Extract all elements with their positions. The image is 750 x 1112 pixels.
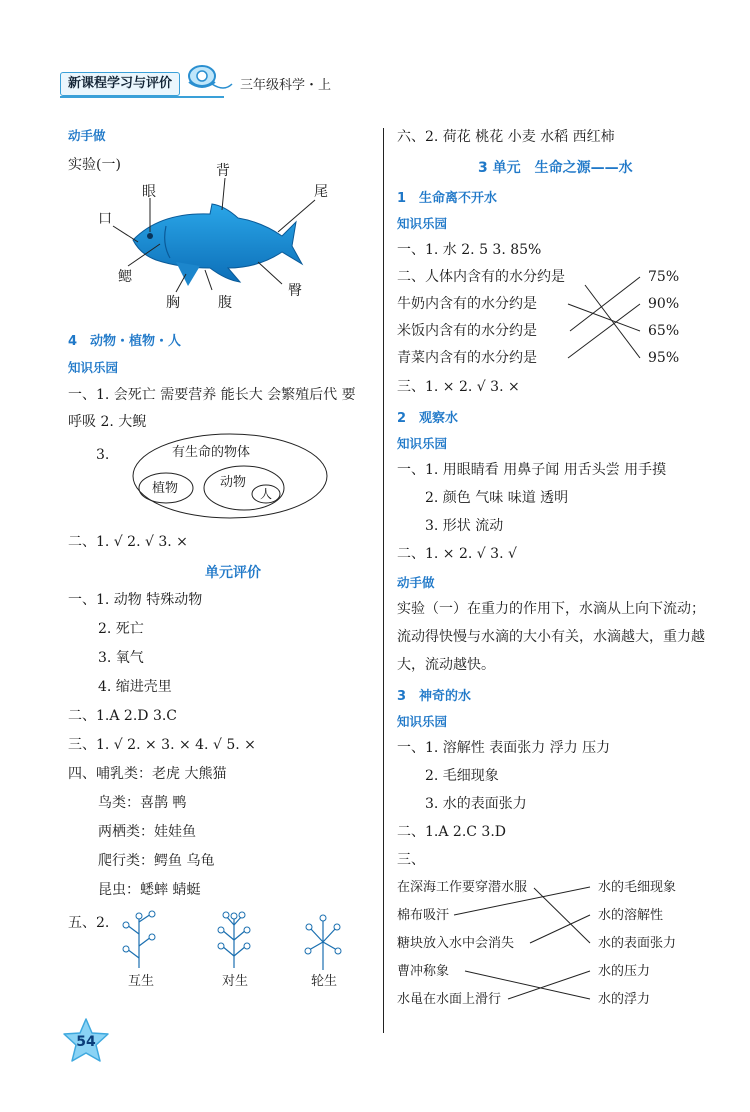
observe-2: 二、1. × 2. √ 3. √ xyxy=(397,546,517,562)
venn-animal-label: 动物 xyxy=(220,475,247,490)
eval-1-2: 2. 死亡 xyxy=(98,621,144,637)
eval-4-2: 鸟类：喜鹊 鸭 xyxy=(98,795,187,811)
water-1-2: 2. 毛细现象 xyxy=(425,768,499,784)
fish-label-chest: 胸 xyxy=(166,295,180,311)
match2-left-3: 糖块放入水中会消失 xyxy=(397,936,515,951)
observe-1-3: 3. 形状 流动 xyxy=(425,518,504,534)
match2-left-2: 棉布吸汗 xyxy=(397,908,450,923)
r-answer-3: 三、1. × 2. √ 3. × xyxy=(397,379,520,395)
fish-label-tail: 尾 xyxy=(314,184,328,200)
book-title: 新课程学习与评价 xyxy=(60,72,180,96)
eval-1-4: 4. 缩进壳里 xyxy=(98,679,172,695)
eval-4-4: 爬行类：鳄鱼 乌龟 xyxy=(98,853,215,869)
match2-right-2: 水的溶解性 xyxy=(598,908,664,923)
venn-plant-label: 植物 xyxy=(152,481,179,496)
water-3: 三、 xyxy=(397,852,425,868)
match1-left-3: 米饭内含有的水分约是 xyxy=(397,323,537,339)
answer-q2: 二、1. √ 2. √ 3. × xyxy=(68,534,188,550)
knowledge-heading: 知识乐园 xyxy=(68,360,119,375)
knowledge-heading-3: 知识乐园 xyxy=(397,714,448,729)
eval-4-1: 四、哺乳类：老虎 大熊猫 xyxy=(68,766,227,782)
fish-label-anal: 臀 xyxy=(288,283,302,299)
book-subtitle: 三年级科学・上 xyxy=(240,78,332,93)
fish-label-mouth: 口 xyxy=(98,211,112,227)
eval-4-5: 昆虫：蟋蟀 蜻蜓 xyxy=(98,882,201,898)
venn-human-label: 人 xyxy=(260,487,273,501)
water-2: 二、1.A 2.C 3.D xyxy=(397,824,507,840)
match1-right-2: 90% xyxy=(648,296,680,312)
answer-q1-3: 3. xyxy=(96,447,110,463)
experiment-label: 实验(一) xyxy=(68,157,121,173)
match2-right-3: 水的表面张力 xyxy=(598,936,677,951)
experiment-line-2: 流动得快慢与水滴的大小有关，水滴越大，重力越 xyxy=(397,629,705,645)
leaf-label-whorled: 轮生 xyxy=(311,974,338,989)
knowledge-heading-2: 知识乐园 xyxy=(397,436,448,451)
leaf-label-alternate: 互生 xyxy=(128,974,155,989)
answer-q1-line1: 一、1. 会死亡 需要营养 能长大 会繁殖后代 要 xyxy=(68,387,356,403)
water-1-3: 3. 水的表面张力 xyxy=(425,796,527,812)
eval-1-1: 一、1. 动物 特殊动物 xyxy=(68,592,203,608)
match1-right-1: 75% xyxy=(648,269,680,285)
answer-q1-line2: 呼吸 2. 大鲵 xyxy=(68,414,147,430)
match2-right-1: 水的毛细现象 xyxy=(598,880,677,895)
eval-2: 二、1.A 2.D 3.C xyxy=(68,708,178,724)
page-number: 54 xyxy=(76,1034,96,1050)
observe-1-1: 一、1. 用眼睛看 用鼻子闻 用舌头尝 用手摸 xyxy=(397,462,667,478)
unit-evaluation-heading: 单元评价 xyxy=(205,565,261,581)
match2-left-4: 曹冲称象 xyxy=(397,964,450,979)
match1-right-4: 95% xyxy=(648,350,680,366)
match2-left-1: 在深海工作要穿潜水服 xyxy=(397,880,528,895)
match1-left-4: 青菜内含有的水分约是 xyxy=(397,350,537,366)
unit-3-title: 3 单元 生命之源——水 xyxy=(478,160,633,176)
experiment-line-1: 实验（一）在重力的作用下，水滴从上向下流动； xyxy=(397,601,705,617)
fish-label-gill: 鳃 xyxy=(118,269,132,285)
experiment-line-3: 大，流动越快。 xyxy=(397,657,495,673)
venn-outer-label: 有生命的物体 xyxy=(172,445,251,460)
lesson-2-title: 2 观察水 xyxy=(397,411,459,426)
fish-label-back: 背 xyxy=(216,163,230,179)
answer-6-2: 六、2. 荷花 桃花 小麦 水稻 西红柿 xyxy=(397,129,615,145)
observe-1-2: 2. 颜色 气味 味道 透明 xyxy=(425,490,569,506)
match2-left-5: 水黾在水面上滑行 xyxy=(397,992,502,1007)
water-1-1: 一、1. 溶解性 表面张力 浮力 压力 xyxy=(397,740,611,756)
lesson-1-title: 1 生命离不开水 xyxy=(397,191,498,206)
eval-1-3: 3. 氧气 xyxy=(98,650,144,666)
leaf-label-opposite: 对生 xyxy=(222,974,249,989)
knowledge-heading-1: 知识乐园 xyxy=(397,216,448,231)
eval-3: 三、1. √ 2. × 3. × 4. √ 5. × xyxy=(68,737,256,753)
eval-4-3: 两栖类：娃娃鱼 xyxy=(98,824,196,840)
match1-left-2: 牛奶内含有的水分约是 xyxy=(397,296,537,312)
fish-label-belly: 腹 xyxy=(218,295,232,311)
fish-label-eye: 眼 xyxy=(142,184,156,200)
hands-on-heading-right: 动手做 xyxy=(397,575,435,590)
lesson-3-title: 3 神奇的水 xyxy=(397,689,472,704)
eval-5: 五、2. xyxy=(68,915,110,931)
hands-on-heading: 动手做 xyxy=(68,128,106,143)
match2-right-5: 水的浮力 xyxy=(598,992,651,1007)
match1-right-3: 65% xyxy=(648,323,680,339)
lesson-4-title: 4 动物・植物・人 xyxy=(68,334,182,349)
match1-prefix: 二、 xyxy=(397,269,425,285)
match1-left-1: 人体内含有的水分约是 xyxy=(425,269,565,285)
match2-right-4: 水的压力 xyxy=(598,964,651,979)
r-answer-1: 一、1. 水 2. 5 3. 85% xyxy=(397,242,542,258)
